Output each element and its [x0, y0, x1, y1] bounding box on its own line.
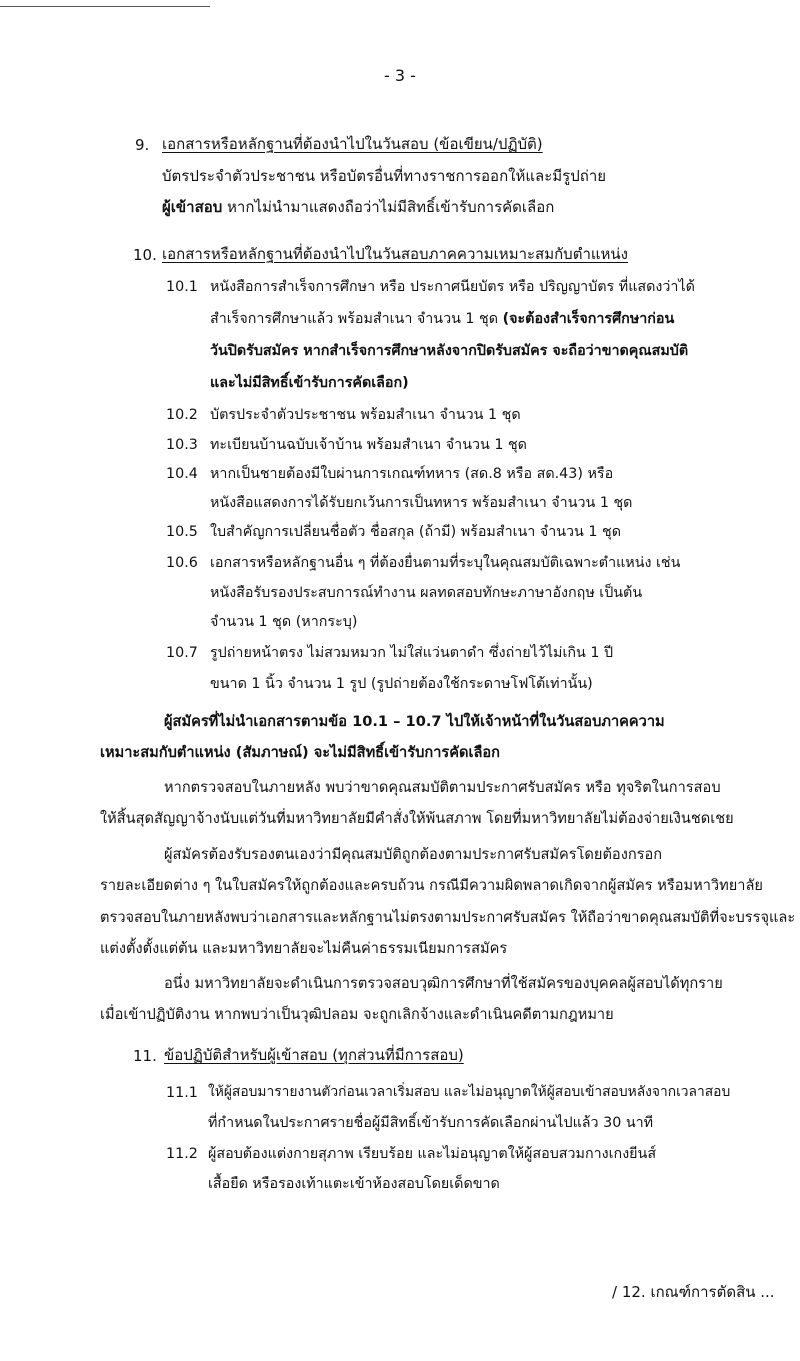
paragraph-2-line-1: ผู้สมัครต้องรับรองตนเองว่ามีคุณสมบัติถูกต้องตามประกาศรับสมัครโดยต้องกรอก [164, 846, 663, 863]
section-11-heading: ข้อปฏิบัติสำหรับผู้เข้าสอบ (ทุกส่วนที่มีการสอบ) [164, 1046, 464, 1064]
item-11-2-line-1: ผู้สอบต้องแต่งกายสุภาพ เรียบร้อย และไม่อนุญาตให้ผู้สอบสวมกางเกงยีนส์ [208, 1146, 657, 1162]
page-number: - 3 - [384, 66, 416, 85]
section-10-heading: เอกสารหรือหลักฐานที่ต้องนำไปในวันสอบภาคความเหมาะสมกับตำแหน่ง [162, 245, 629, 263]
paragraph-2-line-2: รายละเอียดต่าง ๆ ในใบสมัครให้ถูกต้องและครบถ้วน กรณีมีความผิดพลาดเกิดจากผู้สมัคร หรือมหาวิทยาลัย [100, 877, 763, 894]
paragraph-2-line-4: แต่งตั้งตั้งแต่ต้น และมหาวิทยาลัยจะไม่คืนค่าธรรมเนียมการสมัคร [100, 940, 508, 957]
item-10-1-line-4: และไม่มีสิทธิ์เข้ารับการคัดเลือก) [210, 375, 409, 391]
item-11-1-number: 11.1 [166, 1085, 198, 1101]
section-9-heading: เอกสารหรือหลักฐานที่ต้องนำไปในวันสอบ (ข้อเขียน/ปฏิบัติ) [162, 135, 543, 153]
section-11-number: 11. [133, 1047, 157, 1065]
top-rule [0, 6, 210, 7]
paragraph-1-line-2: ให้สิ้นสุดสัญญาจ้างนับแต่วันที่มหาวิทยาลัยมีคำสั่งให้พ้นสภาพ โดยที่มหาวิทยาลัยไม่ต้องจ่ายเงินชดเชย [100, 810, 734, 827]
item-10-1-line-1: หนังสือการสำเร็จการศึกษา หรือ ประกาศนียบัตร หรือ ปริญญาบัตร ที่แสดงว่าได้ [210, 279, 695, 295]
item-10-5-line-1: ใบสำคัญการเปลี่ยนชื่อตัว ชื่อสกุล (ถ้ามี) พร้อมสำเนา จำนวน 1 ชุด [210, 524, 621, 540]
notice-bold-line-1: ผู้สมัครที่ไม่นำเอกสารตามข้อ 10.1 – 10.7 ไปให้เจ้าหน้าที่ในวันสอบภาคความ [164, 713, 665, 730]
item-10-1-number: 10.1 [166, 279, 198, 295]
item-10-1-line-3: วันปิดรับสมัคร หากสำเร็จการศึกษาหลังจากปิดรับสมัคร จะถือว่าขาดคุณสมบัติ [210, 343, 689, 359]
item-10-4-line-1: หากเป็นชายต้องมีใบผ่านการเกณฑ์ทหาร (สด.8 หรือ สด.43) หรือ [210, 466, 614, 482]
item-10-6-number: 10.6 [166, 555, 198, 571]
item-10-4-number: 10.4 [166, 466, 198, 482]
item-11-1-line-1: ให้ผู้สอบมารายงานตัวก่อนเวลาเริ่มสอบ และไม่อนุญาตให้ผู้สอบเข้าสอบหลังจากเวลาสอบ [208, 1084, 731, 1100]
item-10-1-line-2-bold: (จะต้องสำเร็จการศึกษาก่อน [502, 311, 675, 327]
paragraph-1-line-1: หากตรวจสอบในภายหลัง พบว่าขาดคุณสมบัติตามประกาศรับสมัคร หรือ ทุจริตในการสอบ [164, 779, 721, 796]
item-10-3-number: 10.3 [166, 437, 198, 453]
paragraph-2-line-3: ตรวจสอบในภายหลังพบว่าเอกสารและหลักฐานไม่ตรงตามประกาศรับสมัคร ให้ถือว่าขาดคุณสมบัติที่จะบรรจุและ [100, 909, 796, 926]
section-9-line-1: บัตรประจำตัวประชาชน หรือบัตรอื่นที่ทางราชการออกให้และมีรูปถ่าย [162, 167, 607, 185]
item-11-1-line-2: ที่กำหนดในประกาศรายชื่อผู้มีสิทธิ์เข้ารับการคัดเลือกผ่านไปแล้ว 30 นาที [208, 1115, 654, 1131]
notice-bold-line-2: เหมาะสมกับตำแหน่ง (สัมภาษณ์) จะไม่มีสิทธิ์เข้ารับการคัดเลือก [100, 744, 500, 761]
paragraph-3-line-2: เมื่อเข้าปฏิบัติงาน หากพบว่าเป็นวุฒิปลอม จะถูกเลิกจ้างและดำเนินคดีตามกฎหมาย [100, 1006, 614, 1023]
item-10-5-number: 10.5 [166, 524, 198, 540]
section-10-number: 10. [133, 246, 157, 264]
section-9-line-2-bold: ผู้เข้าสอบ [162, 198, 223, 216]
item-10-2-number: 10.2 [166, 407, 198, 423]
paragraph-3-line-1: อนึ่ง มหาวิทยาลัยจะดำเนินการตรวจสอบวุฒิการศึกษาที่ใช้สมัครของบุคคลผู้สอบได้ทุกราย [164, 975, 723, 992]
item-10-7-line-2: ขนาด 1 นิ้ว จำนวน 1 รูป (รูปถ่ายต้องใช้กระดาษโฟโต้เท่านั้น) [210, 676, 593, 692]
item-10-4-line-2: หนังสือแสดงการได้รับยกเว้นการเป็นทหาร พร้อมสำเนา จำนวน 1 ชุด [210, 495, 633, 511]
item-10-1-line-2 [210, 311, 674, 327]
section-9-number: 9. [135, 136, 150, 154]
item-10-3-line-1: ทะเบียนบ้านฉบับเจ้าบ้าน พร้อมสำเนา จำนวน 1 ชุด [210, 437, 527, 453]
item-11-2-line-2: เสื้อยืด หรือรองเท้าแตะเข้าห้องสอบโดยเด็ดขาด [208, 1176, 500, 1192]
item-10-6-line-3: จำนวน 1 ชุด (หากระบุ) [210, 614, 358, 630]
item-11-2-number: 11.2 [166, 1146, 198, 1162]
section-9-line-2 [162, 199, 554, 216]
continuation-footer: / 12. เกณฑ์การตัดสิน ... [612, 1283, 775, 1301]
item-10-7-line-1: รูปถ่ายหน้าตรง ไม่สวมหมวก ไม่ใส่แว่นตาดำ ซึ่งถ่ายไว้ไม่เกิน 1 ปี [210, 645, 614, 661]
item-10-1-line-2-plain: สำเร็จการศึกษาแล้ว พร้อมสำเนา จำนวน 1 ชุด [210, 311, 503, 327]
section-9-line-2-rest: หากไม่นำมาแสดงถือว่าไม่มีสิทธิ์เข้ารับการคัดเลือก [222, 198, 555, 216]
item-10-7-number: 10.7 [166, 645, 198, 661]
item-10-6-line-2: หนังสือรับรองประสบการณ์ทำงาน ผลทดสอบทักษะภาษาอังกฤษ เป็นต้น [210, 585, 643, 601]
item-10-6-line-1: เอกสารหรือหลักฐานอื่น ๆ ที่ต้องยื่นตามที่ระบุในคุณสมบัติเฉพาะตำแหน่ง เช่น [210, 555, 681, 571]
item-10-2-line-1: บัตรประจำตัวประชาชน พร้อมสำเนา จำนวน 1 ชุด [210, 407, 521, 423]
